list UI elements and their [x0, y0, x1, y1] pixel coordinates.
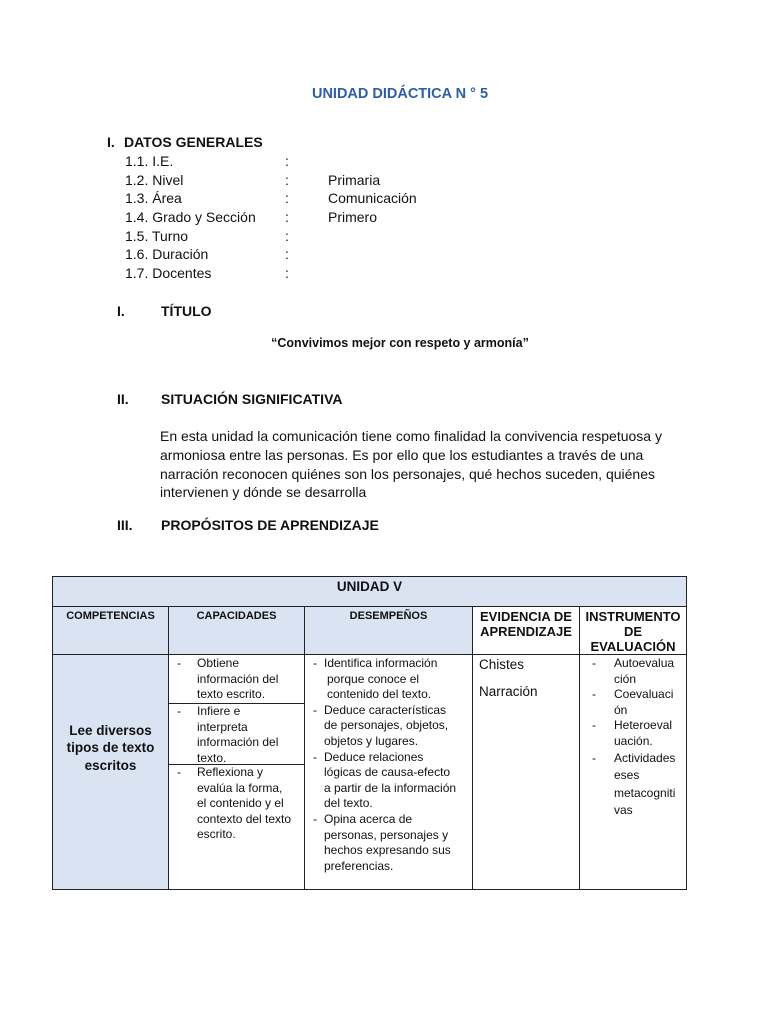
evidencia-item: Narración	[479, 684, 538, 699]
datos-value-nivel: Primaria	[328, 172, 381, 188]
situacion-line: intervienen y dónde se desarrolla	[160, 484, 367, 501]
header-instrumento	[580, 607, 687, 655]
capacidad-line: texto.	[197, 750, 227, 765]
document-title: UNIDAD DIDÁCTICA N ° 5	[311, 86, 489, 102]
capacidad-line: evalúa la forma,	[197, 780, 283, 795]
evidencias-cell	[473, 655, 580, 890]
list-item	[592, 687, 684, 718]
instrumento-line: metacogniti	[614, 785, 676, 800]
header-instrumento-line: DE	[623, 624, 643, 639]
capacidad-line: contexto del texto	[197, 811, 292, 826]
instrumentos-cell	[580, 655, 687, 890]
datos-label-docentes: 1.7. Docentes	[125, 265, 212, 281]
instrumento-line: ción	[614, 671, 637, 686]
instrumento-line: ón	[614, 702, 628, 717]
datos-label-grado: 1.4. Grado y Sección	[125, 209, 256, 225]
desempeno-line: a partir de la información	[324, 780, 457, 795]
desempeno-line: Opina acerca de	[324, 811, 413, 826]
competencia-line: tipos de texto	[66, 740, 155, 756]
header-competencias: COMPETENCIAS	[53, 607, 169, 655]
desempeno-line: objetos y lugares.	[324, 733, 419, 748]
instrumento-line: uación.	[614, 733, 653, 748]
capacidad-line: texto escrito.	[197, 687, 266, 702]
header-instrumento-line: INSTRUMENTO	[585, 609, 681, 624]
section-situacion-number: II.	[117, 391, 129, 407]
capacidad-item	[169, 765, 304, 843]
list-item	[313, 812, 470, 874]
instrumento-line: Heteroeval	[614, 718, 673, 733]
instrumento-line: vas	[614, 803, 633, 818]
capacidad-line: interpreta	[197, 719, 248, 734]
situacion-line: narración reconocen quiénes son los personajes, qué hechos suceden, quiénes	[160, 465, 656, 482]
header-evidencia	[473, 607, 580, 655]
capacidad-item	[169, 704, 304, 765]
instrumento-dash: -	[592, 687, 596, 702]
competencia-cell	[53, 655, 169, 890]
desempeno-line: personas, personajes y	[324, 827, 449, 842]
capacidad-dash: -	[177, 704, 181, 718]
header-instrumento-line: EVALUACIÓN	[590, 639, 676, 654]
datos-sep-ie: :	[285, 153, 289, 169]
desempeno-line: de personajes, objetos,	[324, 718, 449, 733]
datos-label-nivel: 1.2. Nivel	[125, 172, 184, 188]
instrumento-line: Actividades	[614, 750, 676, 765]
desempeno-line: preferencias.	[324, 858, 394, 873]
header-evidencia-line: EVIDENCIA DE	[480, 609, 572, 624]
section-situacion-heading: SITUACIÓN SIGNIFICATIVA	[161, 391, 343, 407]
instrumento-line: Autoevalua	[614, 656, 675, 670]
capacidad-line: escrito.	[197, 827, 236, 842]
capacidad-item	[169, 655, 304, 704]
desempeno-line: Deduce relaciones	[324, 749, 424, 764]
datos-label-turno: 1.5. Turno	[125, 228, 189, 244]
capacidad-line: Reflexiona y	[197, 765, 264, 779]
list-item	[592, 656, 684, 687]
section-datos-generales-number: I.	[107, 134, 115, 150]
desempeno-dash: -	[313, 749, 317, 764]
datos-value-area: Comunicación	[328, 190, 417, 206]
header-capacidades: CAPACIDADES	[169, 607, 305, 655]
list-item	[313, 656, 470, 703]
capacidad-line: Obtiene	[197, 656, 240, 670]
section-propositos-heading: PROPÓSITOS DE APRENDIZAJE	[161, 517, 379, 533]
capacidad-line: información del	[197, 735, 279, 750]
instrumentos-list	[592, 656, 684, 820]
header-evidencia-line: APRENDIZAJE	[480, 624, 572, 639]
competencia-line: escritos	[84, 757, 137, 773]
datos-sep-area: :	[285, 190, 289, 206]
datos-sep-duracion: :	[285, 246, 289, 262]
list-item	[592, 750, 684, 820]
capacidad-dash: -	[177, 656, 181, 670]
datos-label-area: 1.3. Área	[125, 190, 182, 206]
situacion-line: En esta unidad la comunicación tiene como finalidad la convivencia respetuosa y	[160, 428, 662, 444]
capacidad-line: Infiere e	[197, 704, 241, 718]
header-desempenos: DESEMPEÑOS	[305, 607, 473, 655]
desempeno-line: del texto.	[324, 796, 373, 811]
desempenos-list	[313, 656, 470, 874]
capacidades-cell	[169, 655, 305, 890]
table-unit-row	[53, 577, 687, 607]
instrumento-line: eses	[614, 768, 640, 783]
list-item	[592, 718, 684, 749]
desempeno-line: porque conoce el	[327, 671, 420, 686]
capacidad-line: el contenido y el	[197, 796, 284, 811]
datos-label-duracion: 1.6. Duración	[125, 246, 209, 262]
datos-label-ie: 1.1. I.E.	[125, 153, 174, 169]
desempeno-dash: -	[313, 811, 317, 826]
datos-sep-grado: :	[285, 209, 289, 225]
table-row	[53, 655, 687, 890]
section-propositos-number: III.	[117, 517, 133, 533]
table-header-row	[53, 607, 687, 655]
datos-value-grado: Primero	[328, 209, 378, 225]
table-unit-title: UNIDAD V	[53, 577, 687, 607]
desempeno-dash: -	[313, 656, 317, 670]
list-item	[313, 703, 470, 750]
datos-sep-nivel: :	[285, 172, 289, 188]
evidencia-item: Chistes	[479, 657, 525, 672]
desempenos-cell	[305, 655, 473, 890]
competencia-line: Lee diversos	[69, 722, 152, 738]
desempeno-line: Deduce características	[324, 702, 447, 717]
instrumento-dash: -	[592, 750, 596, 765]
datos-sep-docentes: :	[285, 265, 289, 281]
situacion-paragraph	[160, 427, 700, 502]
section-datos-generales-heading: DATOS GENERALES	[124, 134, 263, 150]
section-titulo-heading: TÍTULO	[161, 303, 212, 319]
instrumento-line: Coevaluaci	[614, 687, 674, 702]
list-item	[313, 750, 470, 812]
propositos-table	[52, 576, 687, 890]
desempeno-line: lógicas de causa-efecto	[324, 765, 451, 780]
capacidad-dash: -	[177, 765, 181, 779]
instrumento-dash: -	[592, 718, 596, 733]
situacion-line: armoniosa entre las personas. Es por ello que los estudiantes a través de una	[160, 446, 644, 463]
unit-title-text: “Convivimos mejor con respeto y armonía”	[271, 336, 529, 350]
section-titulo-number: I.	[117, 303, 125, 319]
desempeno-line: Identifica información	[324, 656, 438, 670]
desempeno-dash: -	[313, 702, 317, 717]
capacidad-line: información del	[197, 671, 279, 686]
desempeno-line: contenido del texto.	[327, 687, 432, 702]
datos-sep-turno: :	[285, 228, 289, 244]
instrumento-dash: -	[592, 656, 596, 670]
desempeno-line: hechos expresando sus	[324, 843, 451, 858]
